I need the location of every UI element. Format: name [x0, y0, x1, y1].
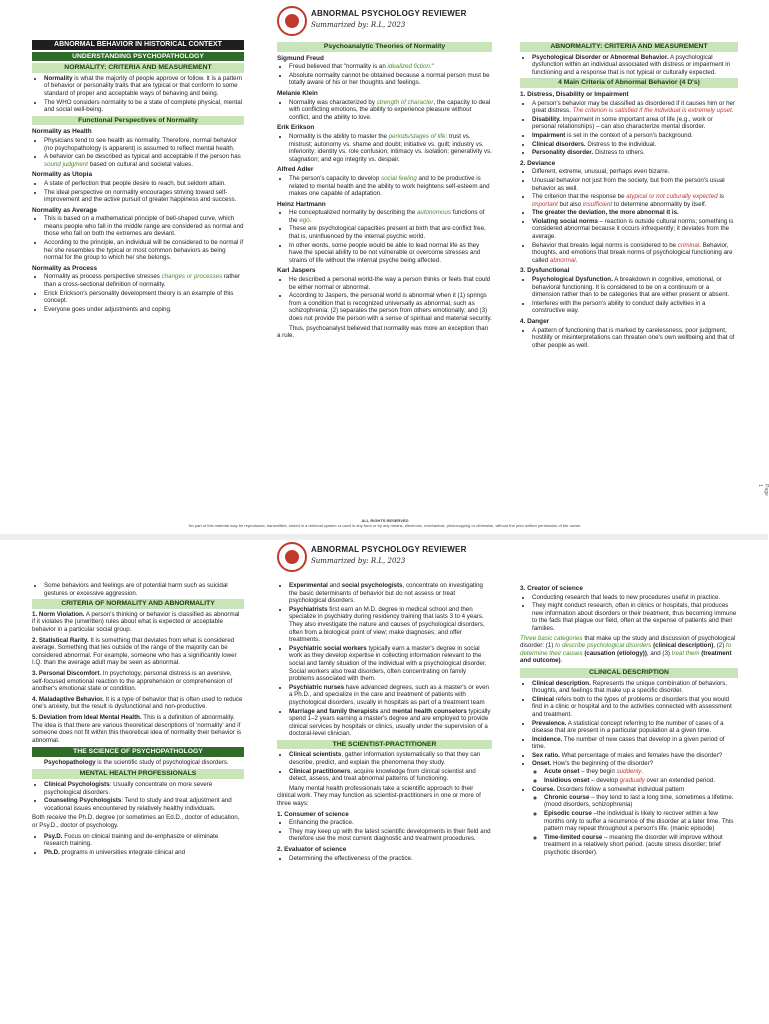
list-item: • The WHO considers normality to be a state of complete physical, mental and social well-being. — [44, 99, 244, 114]
subheading: Heinz Hartmann — [277, 200, 326, 208]
paragraph: Many mental health professionals take a scientific approach to their clinical work. They may function as scientist-practitioners in one or more of three ways: — [277, 784, 481, 808]
list-item: • Experimental and social psychologists, concentrate on investigating the basic determinants of behavior but do not assess or treat psychological disorders. — [289, 582, 492, 605]
subheading: 4. Danger — [520, 318, 550, 325]
section-scientist-practitioner: THE SCIENTIST-PRACTITIONER — [277, 740, 492, 750]
subheading: 1. Consumer of science — [277, 810, 349, 818]
list-item: • According to the principle, an individual will be considered to be normal if he/ she resembles the typical or most common behaviors as being normal for the group to which he/ she belongs. — [44, 239, 244, 262]
p1-column-2 — [277, 40, 492, 343]
list-item: • The person's capacity to develop social feeling and to be productive is related to mental health and the ability to work heightens self-esteem and makes one capable of adaptation. — [289, 175, 492, 198]
list-item: • He described a personal world-the way a person thinks or feels that could be either normal or abnormal. — [289, 276, 492, 291]
list-item: • The greater the deviation, the more abnormal it is. — [532, 209, 738, 217]
page-1 — [22, 4, 769, 528]
list-item: • Erick Erickson's personality development theory is an example of this concept. — [44, 290, 244, 305]
page-2 — [22, 540, 748, 1024]
section-science: THE SCIENCE OF PSYCHOPATHOLOGY — [32, 747, 244, 757]
list-item: • In other words, some people would be able to lead normal life as they have the special ability to be not vulnerable or overcome stresses and strains of life without the internal psyche being affected. — [289, 242, 492, 265]
subheading: Normality as Utopia — [32, 171, 93, 179]
list-item: ◦ Chronic course – they tend to last a long time, sometimes a lifetime. (mood disorders, schizophrenia) — [544, 794, 738, 809]
subheading: Erik Erikson — [277, 124, 315, 132]
copyright-footer: ALL RIGHTS RESERVED No part of this material may be reproduced, transmitted, stored in a retrieval system or used in any form or by any means, electronic, mechanical, photocopying or otherwise, without the prior written permission of the owner. — [188, 518, 582, 528]
list-item: • Impairment is set in the context of a person's background. — [532, 132, 738, 140]
list-item: • A state of perfection that people desire to reach, but seldom attain. — [44, 180, 244, 188]
section-criteria-normality-abnormality: CRITERIA OF NORMALITY AND ABNORMALITY — [32, 599, 244, 609]
section-understanding: UNDERSTANDING PSYCHOPATHOLOGY — [32, 52, 244, 62]
header-title: ABNORMAL PSYCHOLOGY REVIEWER — [311, 9, 467, 18]
list-item: • Violating social norms – reaction is outside cultural norms; something is considered abnormal because it occurs infrequently; it deviates from the average. — [532, 218, 738, 241]
subheading: 3. Creator of science — [520, 585, 583, 592]
list-item: • Ph.D. programs in universities integrate clinical and — [44, 849, 244, 857]
p1-column-3 — [520, 40, 738, 351]
list-item: • Everyone goes under adjustments and coping. — [44, 306, 244, 314]
list-item: • A behavior can be described as typical and acceptable if the person has sound judgment based on cultural and societal values. — [44, 153, 244, 168]
list-item: • Unusual behavior not just from the society, but from the person's usual behavior as well. — [532, 177, 738, 192]
list-item: • Freud believed that "normality is an idealized fiction." — [289, 63, 492, 71]
subheading: 3. Dysfunctional — [520, 267, 570, 275]
subheading: 1. Distress, Disability or Impairment — [520, 90, 629, 98]
list-item: • Psy.D. Focus on clinical training and de-emphasize or eliminate research training. — [44, 833, 244, 848]
list-item: • The criterion that the response be atypical or not culturally expected is important but also insufficient to determine abnormality by itself. — [532, 193, 738, 208]
list-item: • Psychological Disorder or Abnormal Behavior. A psychological dysfunction within an individual associated with distress or impairment in functioning and a response that is not typical or culturally expected. — [532, 54, 738, 77]
list-item: • Psychiatric social workers typically earn a master's degree in social work as they develop expertise in collecting information relevant to the social and family situation of the individual with a psychological disorder. Social workers also treat disorders, often concentrating on family problems associated with them. — [289, 645, 492, 683]
list-item: • Normality was characterized by strength of character, the capacity to deal with conflicting emotions, the ability to experience pleasure without conflict, and the ability to love. — [289, 99, 492, 122]
paragraph: Psychopathology is the scientific study of psychological disorders. — [44, 758, 229, 766]
university-seal-icon — [277, 6, 307, 36]
list-item: • This is based on a mathematical principle of bell-shaped curve, which means people who fall in the middle range are considered as normal and those who fall on both the extremes are deviant. — [44, 215, 244, 238]
list-item: ◦ Episodic course –the individual is likely to recover within a few months only to suffer a recurrence of the disorder at a later time. This pattern may repeat throughout a person's life. (manic episode) — [544, 810, 738, 833]
list-item: • Different, extreme, unusual, perhaps even bizarre. — [532, 168, 738, 176]
main-title: ABNORMAL BEHAVIOR IN HISTORICAL CONTEXT — [32, 40, 244, 50]
list-item: • Psychiatric nurses have advanced degrees, such as a master's or even a Ph.D., and specialize in the care and treatment of patients with psychological disorders, usually in hospitals as part of a treatment team — [289, 684, 492, 707]
header-subtitle: Summarized by: R.L, 2023 — [311, 21, 406, 29]
list-item: • Disability. Impairment in some important area of life (e.g., work or personal relationships) – can also characterize mental disorder. — [532, 116, 738, 131]
list-item: • Clinical disorders. Distress to the individual. — [532, 141, 738, 149]
p2-column-3 — [520, 582, 738, 859]
list-item: • Course. Disorders follow a somewhat individual pattern ◦ Chronic course – they tend to last a long time, sometimes a lifetime. (mood disorders, schizophrenia) ◦ Episodic course –the individual is likely to recover within a few months only to suffer a recurrence of the disorder at a later time. This pattern may repeat throughout a person's life. (manic episode) ◦ Time-limited course – meaning the disorder will improve without treatment in a relatively short period. (acute stress disorder; brief psychotic disorder). — [532, 786, 738, 856]
subheading: 2. Evaluator of science — [277, 846, 347, 853]
list-item: • Clinical refers both to the types of problems or disorders that you would find in a clinic or hospital and to the activities connected with assessment and treatment. — [532, 696, 738, 719]
criterion: 1. Norm Violation. A person's thinking or behavior is classified as abnormal if it violates the (unwritten) rules about what is expected or acceptable behavior in a particular social group. — [32, 610, 240, 633]
list-item: • Enhancing the practice. — [289, 819, 492, 827]
list-item: • Psychiatrists first earn an M.D. degree in medical school and then specialize in psychiatry during residency training that lasts 3 to 4 years. They also investigate the nature and causes of psychological disorders, often from a biological point of view; make diagnoses; and offer treatments. — [289, 606, 492, 644]
list-item: • The ideal perspective on normality encourages striving toward self-improvement and the active pursuit of greater happiness and success. — [44, 189, 244, 204]
p2-column-1 — [32, 582, 244, 858]
subheading: 2. Deviance — [520, 159, 556, 167]
list-item: • Physicians tend to see health as normality. Therefore, normal behavior (no psychopathology is apparent) is assumed to reflect mental health. — [44, 137, 244, 152]
page-header — [277, 6, 557, 40]
list-item: • Marriage and family therapists and mental health counselors typically spend 1–2 years earning a master's degree and are employed to provide clinical services by hospitals or clinics, usually under the supervision of a doctoral-level clinician. — [289, 708, 492, 738]
list-item: • Personality disorder. Distress to others. — [532, 149, 738, 157]
subheading: Normality as Health — [32, 128, 92, 136]
list-item: • Interferes with the person's ability to conduct daily activities in a constructive way. — [532, 300, 738, 315]
subheading: Normality as Average — [32, 206, 97, 214]
list-item: • Onset. How's the beginning of the disorder? ◦ Acute onset – they begin suddenly. ◦ Insidious onset – develop gradually over an extended period. — [532, 760, 738, 784]
section-professionals: MENTAL HEALTH PROFESSIONALS — [32, 769, 244, 779]
section-clinical-description: CLINICAL DESCRIPTION — [520, 668, 738, 678]
list-item: • Behavior that breaks legal norms is considered to be criminal. Behavior, thoughts, and emotions that break norms of psychological functioning are called abnormal. — [532, 242, 738, 265]
list-item: • Some behaviors and feelings are of potential harm such as suicidal gestures or excessive aggression. — [44, 582, 244, 597]
section-4ds: 4 Main Criteria of Abnormal Behavior (4 D's) — [520, 78, 738, 88]
list-item: • Counseling Psychologists: Tend to study and treat adjustment and vocational issues encountered by relatively healthy individuals. — [44, 797, 244, 812]
list-item: ◦ Acute onset – they begin suddenly. — [544, 768, 738, 776]
section-functional-perspectives: Functional Perspectives of Normality — [32, 116, 244, 126]
criterion: 2. Statistical Rarity. It is something that deviates from what is considered average. Something that lies outside of the range of the majority can be considered abnormal. For example, someone who has a significantly lower I.Q. than the average adult may be seen as abnormal. — [32, 636, 237, 667]
p2-column-2 — [277, 582, 492, 864]
list-item: • Normality is what the majority of people approve or follow. It is a pattern of behavior or personality traits that are typical or that conform to some standard of proper and acceptable ways of behaving and being. — [44, 75, 244, 98]
subheading: Karl Jaspers — [277, 267, 316, 275]
list-item: • According to Jaspers, the personal world is abnormal when it (1) springs from a condition that is recognized universally as abnormal, such as schizophrenia; (2) separates the person from others emotionally; and (3) does not provide the person with a sense of spiritual and material security. — [289, 292, 492, 322]
list-item: • Normality as process perspective stresses changes or processes rather than a cross-sectional definition of normality. — [44, 273, 244, 288]
list-item: ◦ Time-limited course – meaning the disorder will improve without treatment in a relatively short period. (acute stress disorder; brief psychotic disorder). — [544, 834, 738, 857]
page-number: Page 1 — [756, 484, 769, 496]
list-item: • Clinical Psychologists: Usually concentrate on more severe psychological disorders. — [44, 781, 244, 796]
header-subtitle: Summarized by: R.L, 2023 — [311, 557, 406, 565]
criterion: 4. Maladaptive Behavior. It is a type of behavior that is often used to reduce one's anxiety, but the result is dysfunctional and non-productive. — [32, 695, 243, 711]
subheading: Melanie Klein — [277, 89, 318, 97]
section-psychoanalytic: Psychoanalytic Theories of Normality — [277, 42, 492, 52]
section-normality-criteria: NORMALITY: CRITERIA AND MEASUREMENT — [32, 63, 244, 73]
subheading: Normality as Process — [32, 264, 98, 272]
list-item: • Prevalence. A statistical concept referring to the number of cases of a disease that are present in a particular population at a given time. — [532, 720, 738, 735]
section-abnormality-criteria: ABNORMALITY: CRITERIA AND MEASUREMENT — [520, 42, 738, 52]
subheading: Alfred Adler — [277, 166, 314, 174]
list-item: • Clinical scientists, gather information systematically so that they can describe, predict, and explain the phenomena they study. — [289, 751, 492, 766]
university-seal-icon — [277, 542, 307, 572]
list-item: • Absolute normality cannot be obtained because a normal person must be totally aware of his or her thoughts and feelings. — [289, 72, 492, 87]
list-item: ◦ Insidious onset – develop gradually over an extended period. — [544, 777, 738, 785]
list-item: • They might conduct research, often in clinics or hospitals, that produces new information about disorders or their treatment, thus becoming immune to the fads that plague our field, often at the expense of patients and their families. — [532, 602, 738, 632]
header-title: ABNORMAL PSYCHOLOGY REVIEWER — [311, 545, 467, 554]
list-item: • Sex ratio. What percentage of males and females have the disorder? — [532, 752, 738, 760]
list-item: • Normality is the ability to master the periods/stages of life: trust vs. mistrust; autonomy vs. shame and doubt; initiative vs. guilt; industry vs. inferiority; identity vs. role confusion; intimacy vs. isolation; generativity vs. stagnation; and ego integrity vs. despair. — [289, 133, 492, 163]
criterion: 3. Personal Discomfort. In psychology, personal distress is an aversive, self-focused emotional reaction to the apprehension or comprehension of another's emotional state or condition. — [32, 669, 233, 693]
list-item: • A pattern of functioning that is marked by carelessness, poor judgment, hostility or misinterpretations can threaten one's own wellbeing and that of other people as well. — [532, 327, 738, 350]
list-item: • These are psychological capacities present at birth that are conflict free, that is, uninfluenced by the internal psychic world. — [289, 225, 492, 240]
list-item: • Psychological Dysfunction. A breakdown in cognitive, emotional, or behavioral functioning. It is considered to be on a continuum or a dimension rather than to be categories that are either present or absent. — [532, 276, 738, 299]
list-item: • Determining the effectiveness of the practice. — [289, 855, 492, 863]
list-item: • He conceptualized normality by describing the autonomous functions of the ego. — [289, 209, 492, 224]
list-item: • Incidence. The number of new cases that develop in a given period of time. — [532, 736, 738, 751]
criterion: 5. Deviation from Ideal Mental Health. This is a definition of abnormality. The idea is that there are various theoretical descriptions of 'normality' and if someone does not fit within this theoretical idea of normality their behavior is abnormal. — [32, 713, 242, 744]
page-header — [277, 542, 557, 576]
subheading: Sigmund Freud — [277, 54, 324, 62]
list-item: • A person's behavior may be classified as disordered if it causes him or her great distress. The criterion is satisfied if the individual is extremely upset. — [532, 100, 738, 115]
conclusion: Thus, psychoanalyst believed that normality was more an exception than a rule. — [277, 324, 489, 340]
list-item: • They may keep up with the latest scientific developments in their field and therefore use the most current diagnostic and treatment procedures. — [289, 828, 492, 843]
paragraph: Both receive the Ph.D. degree (or sometimes an Ed.D., doctor of education, or Psy.D., doctor of psychology. — [32, 814, 240, 830]
p1-column-1 — [32, 40, 244, 315]
list-item: • Clinical practitioners, acquire knowledge from clinical scientist and detect, assess, and treat abnormal patterns of functioning. — [289, 768, 492, 783]
categories-paragraph: Three basic categories that make up the study and discussion of psychological disorder: (1) to describe psychological disorders (clinical description), (2) to determine their causes (causation (etiology)), and (3) treat them (treatment and outcome). — [520, 634, 736, 665]
normality-list — [32, 75, 244, 114]
list-item: • Conducting research that leads to new procedures useful in practice. — [532, 594, 738, 602]
list-item: • Clinical description. Represents the unique combination of behaviors, thoughts, and feelings that make up a specific disorder. — [532, 680, 738, 695]
